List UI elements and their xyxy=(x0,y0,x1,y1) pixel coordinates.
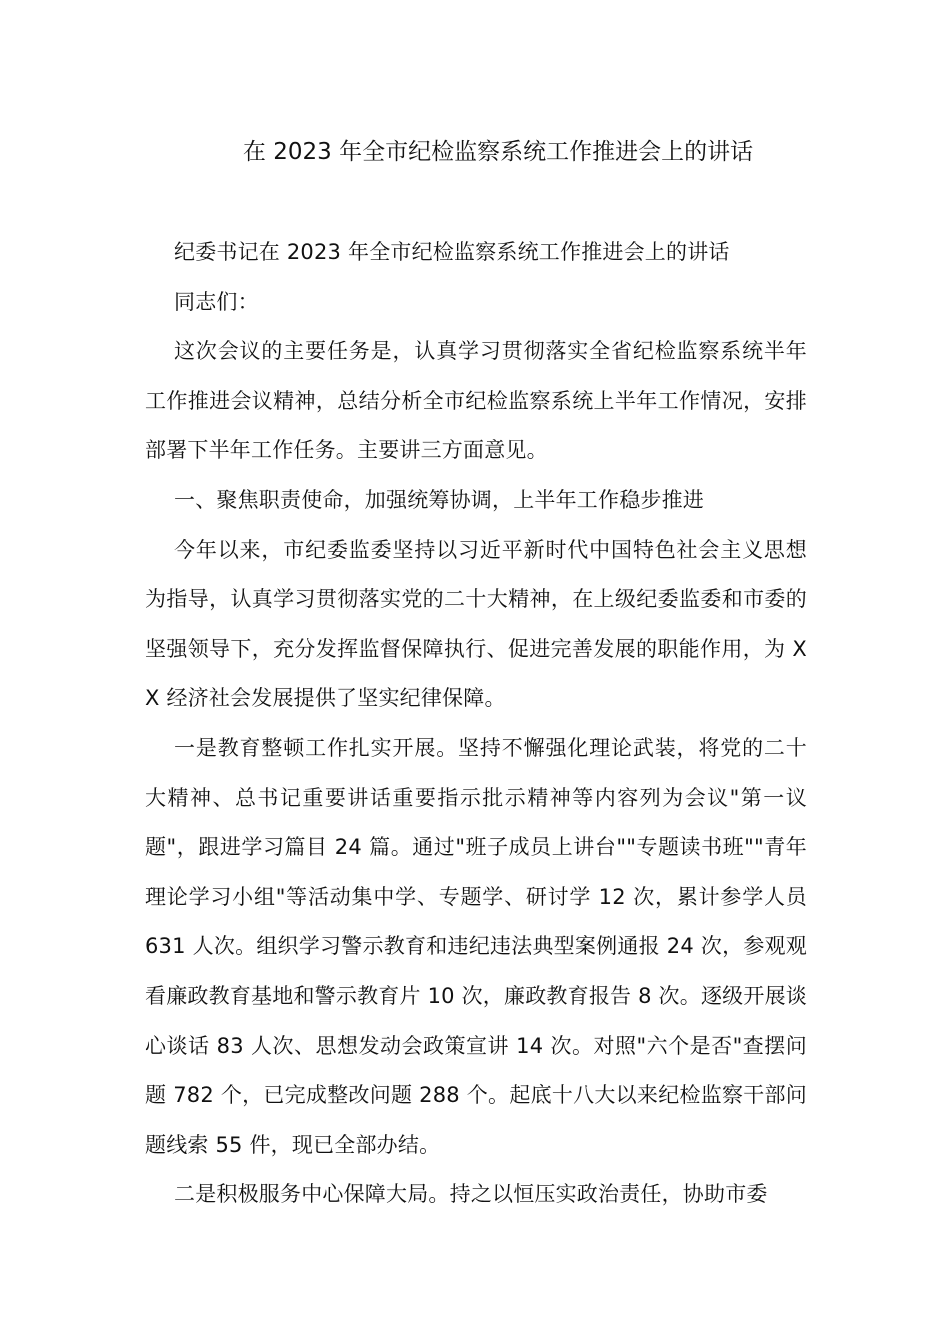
document-title: 在 2023 年全市纪检监察系统工作推进会上的讲话 xyxy=(242,139,754,165)
body-paragraph: 今年以来，市纪委监委坚持以习近平新时代中国特色社会主义思想为指导，认真学习贯彻落实党的二十大精神，在上级纪委监委和市委的坚强领导下，充分发挥监督保障执行、促进完善发展的职能作用，为 XX 经济社会发展提供了坚实纪律保障。 xyxy=(145,537,807,711)
document-body xyxy=(145,228,807,1220)
intro-paragraph: 这次会议的主要任务是，认真学习贯彻落实全省纪检监察系统半年工作推进会议精神，总结分析全市纪检监察系统上半年工作情况，安排部署下半年工作任务。主要讲三方面意见。 xyxy=(145,339,807,463)
section-heading-1: 一、聚焦职责使命，加强统筹协调，上半年工作稳步推进 xyxy=(174,487,704,512)
subtitle-paragraph: 纪委书记在 2023 年全市纪检监察系统工作推进会上的讲话 xyxy=(174,240,730,264)
body-paragraph: 二是积极服务中心保障大局。持之以恒压实政治责任，协助市委 xyxy=(174,1182,768,1207)
body-paragraph: 一是教育整顿工作扎实开展。坚持不懈强化理论武装，将党的二十大精神、总书记重要讲话重要指示批示精神等内容列为会议"第一议题"，跟进学习篇目 24 篇。通过"班子成员上讲台""专题读书班""青年理论学习小组"等活动集中学、专题学、研讨学 12 次，累计参学人员 631 人次。组织学习警示教育和违纪违法典型案例通报 24 次，参观观看廉政教育基地和警示教育片 10 次，廉政教育报告 8 次。逐级开展谈心谈话 83 人次、思想发动会政策宣讲 14 次。对照"六个是否"查摆问题 782 个，已完成整改问题 288 个。起底十八大以来纪检监察干部问题线索 55 件，现已全部办结。 xyxy=(145,735,807,1157)
salutation-paragraph: 同志们： xyxy=(174,289,259,314)
